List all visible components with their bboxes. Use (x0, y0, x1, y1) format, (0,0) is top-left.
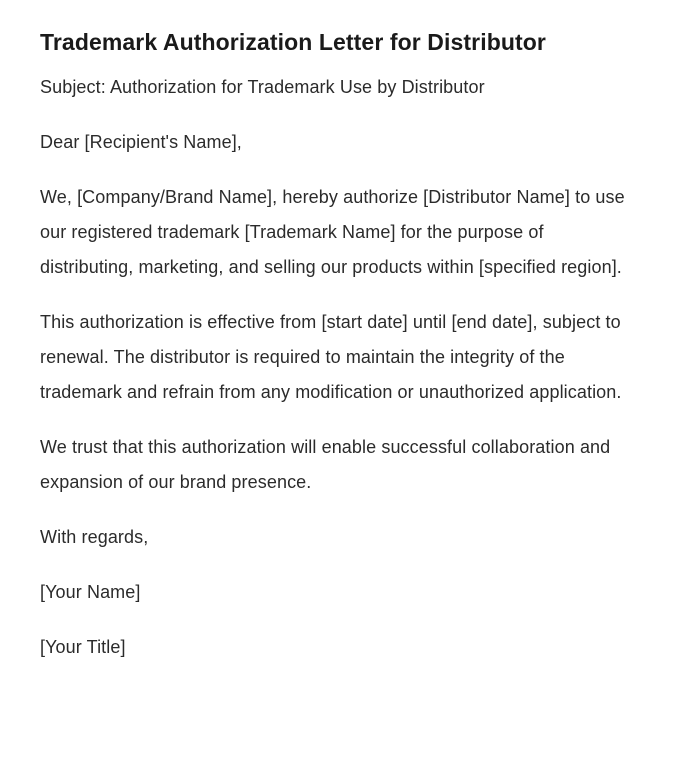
body-paragraph-collaboration: We trust that this authorization will enable successful collaboration and expansion of our brand presence. (40, 437, 611, 492)
closing: With regards, (40, 527, 149, 547)
page-title: Trademark Authorization Letter for Distributor (40, 29, 546, 55)
salutation: Dear [Recipient's Name], (40, 132, 242, 152)
signature-name: [Your Name] (40, 582, 141, 602)
subject-line: Subject: Authorization for Trademark Use by Distributor (40, 77, 485, 97)
body-paragraph-authorization: We, [Company/Brand Name], hereby authorize [Distributor Name] to use our registered trademark [Trademark Name] for the purpose of distributing, marketing, and selling our products within [specified region]. (40, 187, 625, 277)
signature-title: [Your Title] (40, 637, 126, 657)
body-paragraph-effective-dates: This authorization is effective from [start date] until [end date], subject to renewal. The distributor is required to maintain the integrity of the trademark and refrain from any modification or unauthorized application. (40, 312, 622, 402)
